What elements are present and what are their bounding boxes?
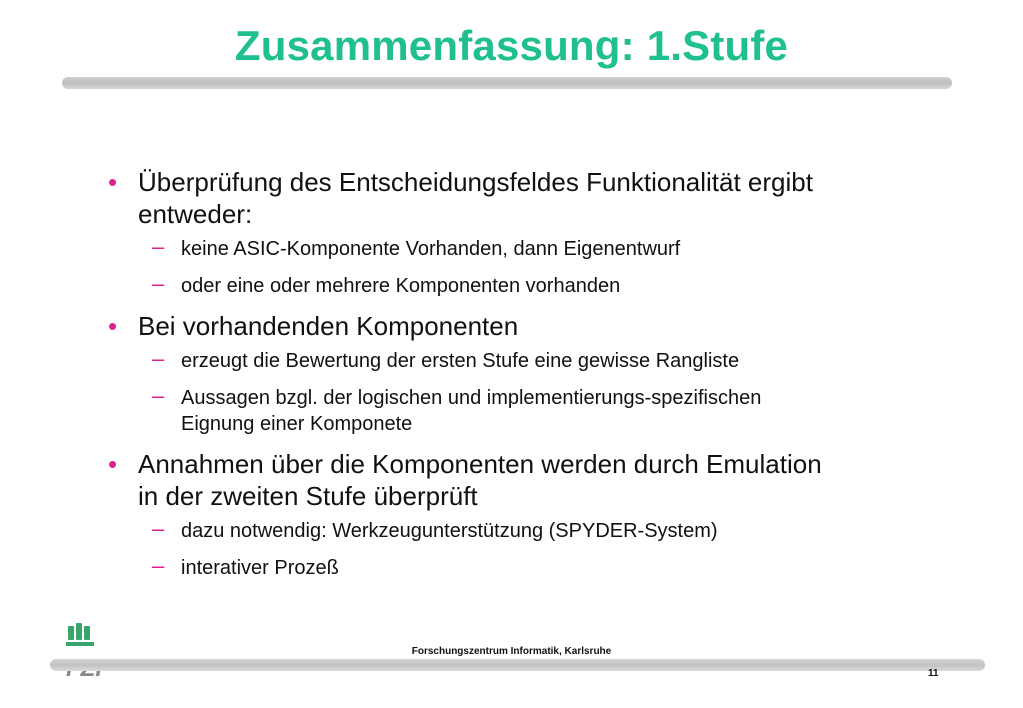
dash-icon: – [152, 234, 165, 259]
dash-icon: – [152, 516, 165, 541]
dash-icon: – [152, 383, 165, 408]
sub-bullet-text: keine ASIC-Komponente Vorhanden, dann Eigenentwurf [181, 238, 681, 260]
sub-bullet-text: dazu notwendig: Werkzeugunterstützung (SPYDER-System) [181, 520, 718, 542]
sub-bullet-item [104, 385, 964, 437]
sub-bullet-item [104, 236, 964, 262]
title-divider [62, 77, 952, 89]
bullet-list [104, 166, 964, 592]
sub-bullet-text: Aussagen bzgl. der logischen und implementierungs-spezifischen Eignung einer Komponete [181, 387, 762, 435]
bullet-item [104, 310, 964, 342]
sub-bullet-item [104, 348, 964, 374]
sub-bullet-text: interativer Prozeß [181, 557, 339, 579]
sub-bullet-text: erzeugt die Bewertung der ersten Stufe eine gewisse Rangliste [181, 350, 740, 372]
sub-bullet-item [104, 273, 964, 299]
footer-institution: Forschungszentrum Informatik, Karlsruhe [411, 646, 612, 657]
footer-divider [50, 659, 985, 671]
bullet-icon: • [108, 167, 118, 197]
bullet-text: Annahmen über die Komponenten werden durch Emulation in der zweiten Stufe überprüft [138, 449, 822, 511]
bullet-text: Bei vorhandenden Komponenten [138, 311, 519, 341]
bullet-item [104, 166, 964, 230]
bullet-text: Überprüfung des Entscheidungsfeldes Funktionalität ergibt entweder: [138, 167, 813, 229]
sub-bullet-item [104, 518, 964, 544]
page-number: 11 [928, 668, 939, 679]
bullet-icon: • [108, 449, 118, 479]
bullet-item [104, 448, 964, 512]
bullet-icon: • [108, 311, 118, 341]
dash-icon: – [152, 553, 165, 578]
dash-icon: – [152, 271, 165, 296]
slide-title: Zusammenfassung: 1.Stufe [234, 22, 789, 69]
sub-bullet-text: oder eine oder mehrere Komponenten vorhanden [181, 275, 621, 297]
dash-icon: – [152, 346, 165, 371]
sub-bullet-item [104, 555, 964, 581]
